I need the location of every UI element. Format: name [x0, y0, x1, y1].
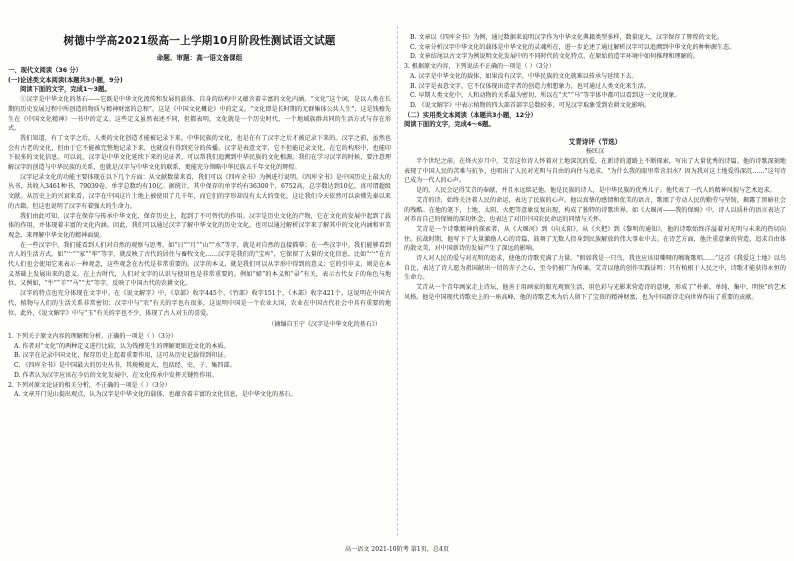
- option: A. 文章开门见山提出观点，认为汉字是中华文化的载体，也蕴含着丰富的文化信息，是中华文化的基石。: [14, 391, 297, 399]
- option: B. 汉字在记录中国文化、保存历史上起着重要作用，这可从历史记载得到印证。: [14, 352, 230, 360]
- option: C. 早期人类文化中，人和动物的关系最为密切，所以在“犬”“马”等字体中都可以看到这一文化现象。: [410, 92, 681, 100]
- left-column: [8, 0, 391, 400]
- option: C. 文章分析汉字中华文化的载体是中华文化的灵魂所在，进一步论述了通过解析汉字可以追溯到中华文化的种种源生态。: [410, 43, 736, 51]
- passage-paragraph: ①汉字是中华文化的基石——它既是中华文化流传和发展的载体，自身的结构中又蕴含着丰富的文化内涵。“文化”这个词，是以人类在长期的历史发展过程中所创造的物质与精神财富的总和”，这是《中国文化概论》中的定义。“文化即是长时期的无群集体公共人生”，这是钱穆先生在《中国文化精神》一书中的定义。这些定义虽然表述不同，但都表明，文化就是一个历史时代、一个地域族群共同的生活方式与存在形式。: [8, 96, 391, 133]
- reading-paragraph: 艾青是一个诗歌精神的探索者，从《大堰河》到《向太阳》，从《火把》到《黎明的通知》，他的诗歌始终洋溢着对光明与未来的热切向往。抗战时期，他写下了大量激励人心的诗篇，鼓舞了无数人投身到民族解放的伟大事业中去。在诗艺方面，他注重意象的营造，追求自由体的散文美，对中国新诗的发展产生了深远的影响。: [404, 225, 786, 253]
- section-heading: 一、现代文阅读（36 分）: [8, 67, 82, 74]
- subsection-heading: （二）实用类文本阅读（本题共3小题，12分）: [404, 111, 537, 119]
- passage-source: （摘编自王宁《汉字是中华文化的基石》）: [268, 321, 381, 329]
- passage-paragraph: 我们由此可知，汉字在保存与传承中华文化、保存历史上，起到了不可替代的作用。汉字是历史文化的产物，它在文化的发展中起到了载体的作用，并体现着丰富的文化内涵。因此，我们可以通过汉字了解中华文化的历史文化，也可以通过解析汉字来了解其中的文化内涵和审美观念，来理解中华文化的精神面貌。: [8, 212, 391, 239]
- option: D. 文章结尾以古文字为例说明文化发展中的不同时代的文化特点，在原始的造字环境中如何推理和理解的。: [410, 53, 699, 61]
- option: B. 文章以《四库全书》为例，通过数据来说明汉字作为中华文化典籍类型多样，数量庞大，汉字保存了辉煌的文化。: [410, 34, 724, 41]
- question-2: 2. 下列对原文论证的相关分析，不正确的一项是（ ）（3分）: [8, 381, 171, 389]
- option: D. 《说文解字》中表示植物的四大部首部字总数较多，可见汉字取象受到农耕文化影响。: [410, 101, 651, 109]
- exam-subtitle: 命题、审题：高一语文备课组: [156, 54, 243, 62]
- option: A. 汉字是中华文化的载体，如果没有汉字，中华民族的文化就难以传承与延续下去。: [410, 72, 638, 80]
- instruction: 阅读下面的文字，完成4～6题。: [404, 121, 495, 129]
- question-1: 1. 下列关于原文内容的理解和分析，正确的一项是（ ）（3分）: [8, 332, 177, 340]
- passage-paragraph: 汉字记录文化的功能主要体现在以下几个方面：从文献数量来看，我们可以《四库全书》为例进行说明。《四库全书》是中国历史上最大的丛书，共收入3461种书，79039卷，单字总数约有10亿。据统计，其中保存的单字约有36300个，6752高，总字数达到10亿，真可谓超级文献。从历史上的兴衰来看，汉字在中国这片土地上被使用了几千年，而它们的字形却没有太大的变化，这让我们今天依然可以读懂先秦以来的古籍。但这也说明了汉字有着强大的生命力。: [8, 173, 391, 210]
- option: C. 《四库全书》是中国最大的历史丛书，其规模庞大，包括经、史、子、集四部。: [14, 362, 236, 370]
- column-divider: [397, 26, 398, 536]
- reading-paragraph: 是的，人民会记得艾青的奉献，并且永远铭记他。他是民族的诗人，是中华民族的优秀儿子。他代表了一代人的精神风貌与艺术追求。: [416, 187, 776, 195]
- reading-paragraph: 诗人对人民的爱与对光明的追求，使他的诗歌充满了力量。“假如我是一只鸟，我也应该用嘶哑的喉咙歌唱……”这首《我爱这土地》以鸟自比，表达了诗人愿为祖国献出一切的赤子之心，至今仍被广为传诵。艾青以他的创作实践证明：只有植根于人民之中，诗歌才能获得永恒的生命力。: [404, 255, 786, 282]
- right-column: [404, 33, 786, 303]
- instruction: 阅读下面的文字，完成1～3题。: [20, 86, 111, 94]
- exam-title: 树德中学高2021级高一上学期10月阶段性测试语文试题: [63, 35, 336, 47]
- passage-paragraph: 汉字的特点也充分体现在文字中。在《说文解字》中，《草部》收字445个，《竹部》收字151个，《木部》收字421个，这说明在中国古代，植物与人们的生活关系非常密切；汉字中与“农”有关的字也有很多，这说明中国是一个农业大国，农业在中国古代社会中具有重要的地位。此外，《说文解字》中与“玉”有关的字也不少，体现了古人对玉的喜爱。: [8, 290, 391, 317]
- question-3: 3. 根据原文内容，下列说法不正确的一项是（ ）（3分）: [404, 63, 555, 71]
- passage-paragraph: 在一些汉字中，我们能看到人们对自然的观察与思考。如“日”“月”“山”“水”等字，就是对自然的直接描摹；在一些汉字中，我们能够看到古人的生活方式。如“宀”“家”“牢”等字，就反映了古代的居住与畜牧文化……汉字是我们的“宝库”，它保留了大量的文化信息。比如“宀”在古代人们也会使用它来表示一种观念，这些观念在古代是非常重要的。汉字的本义，就是我们可以从字形中得到的意义；它的引申义，则是在本义基础上发展出来的意义。在上古时代，人们对文字的认识与使用也是非常重要的。例如“婦”的本义和“帚”有关，表示古代女子的角色与地位。又例如，“牛”“羊”“马”“犬”等字，反映了中国古代的农耕文化。: [8, 241, 391, 288]
- reading-title: 艾青诗评（节选）: [568, 138, 622, 147]
- reading-paragraph: 艾青的诗，始终关注着人民的命运，表达了民族的心声。他以真挚的感情和优美的语言，歌颂了劳动人民的勤劳与坚韧，揭露了黑暗社会的残酷。在他的笔下，土地、太阳、火把等意象反复出现，构成了独特的诗歌世界。如《大堰河——我的保姆》中，诗人以质朴的语言表达了对养育自己的保姆的深切怀念，也表达了对旧中国农民命运的同情与关怀。: [404, 196, 786, 224]
- option: A. 作者对“文化”的两种定义进行比较，认为钱穆先生的理解更贴近文化的本质。: [14, 342, 230, 350]
- page-footer: 高一语文 2021-10阶考 第1页，总4页: [345, 546, 449, 553]
- subsection-heading: (一)论述类文本阅读(本题共3小题，9分): [8, 76, 123, 84]
- option: B. 汉字是表意文字，它不仅体现出造字者的创造力和想象力，也可通过人类文化来生活。: [410, 82, 650, 90]
- reading-paragraph: 半个世纪之前，在烽火岁月中，艾青这位诗人怀着对土地深沉的爱，在新诗的道路上不断探索，写出了大量优秀的诗篇。他的诗歌深刻地表现了中国人民的苦难与抗争，也唱出了人民对光明与自由的向往与追求。“为什么我的眼里常含泪水？因为我对这土地爱得深沉……”这句诗已成为一代人的心声。: [404, 158, 786, 185]
- option: D. 作者认为汉字应该在今后的文化发展中，在文化传承中发挥关键性作用。: [14, 371, 218, 379]
- reading-author: 杨匡汉: [585, 148, 605, 156]
- passage-paragraph: 我们知道，有了文字之后，人类的文化创造才能被记录下来。中华民族的文化，也是在有了汉字之后才被记录下来的。汉字之前，虽然也会有古老的文化，但由于它不能被完整地记录下来，也就没有得到充分的传播。汉字是表意文字，它不但能记录文化，在它的构形中，也能印下很多的文化信息。可以说，汉字是中华文化延续下来的见证者，可以帮我们追溯到中华民族的文化根源。我们在学习汉字的时候，要注意理解汉字的创造与中华民族的关系，也就是汉字与中华文化的联系，更能充分领略中华民族五千年文化的辉煌。: [8, 134, 391, 172]
- reading-paragraph: 艾青从一个青年画家走上诗坛，他善于用画家的眼光观察生活，用色彩与光影来营造诗的意境，形成了“朴素、单纯、集中、明快”的艺术风格。他是中国现代诗歌史上的一座高峰，他的诗歌艺术为后人留下了宝贵的精神财富，也为中国新诗走向世界作出了重要的贡献。: [404, 284, 786, 301]
